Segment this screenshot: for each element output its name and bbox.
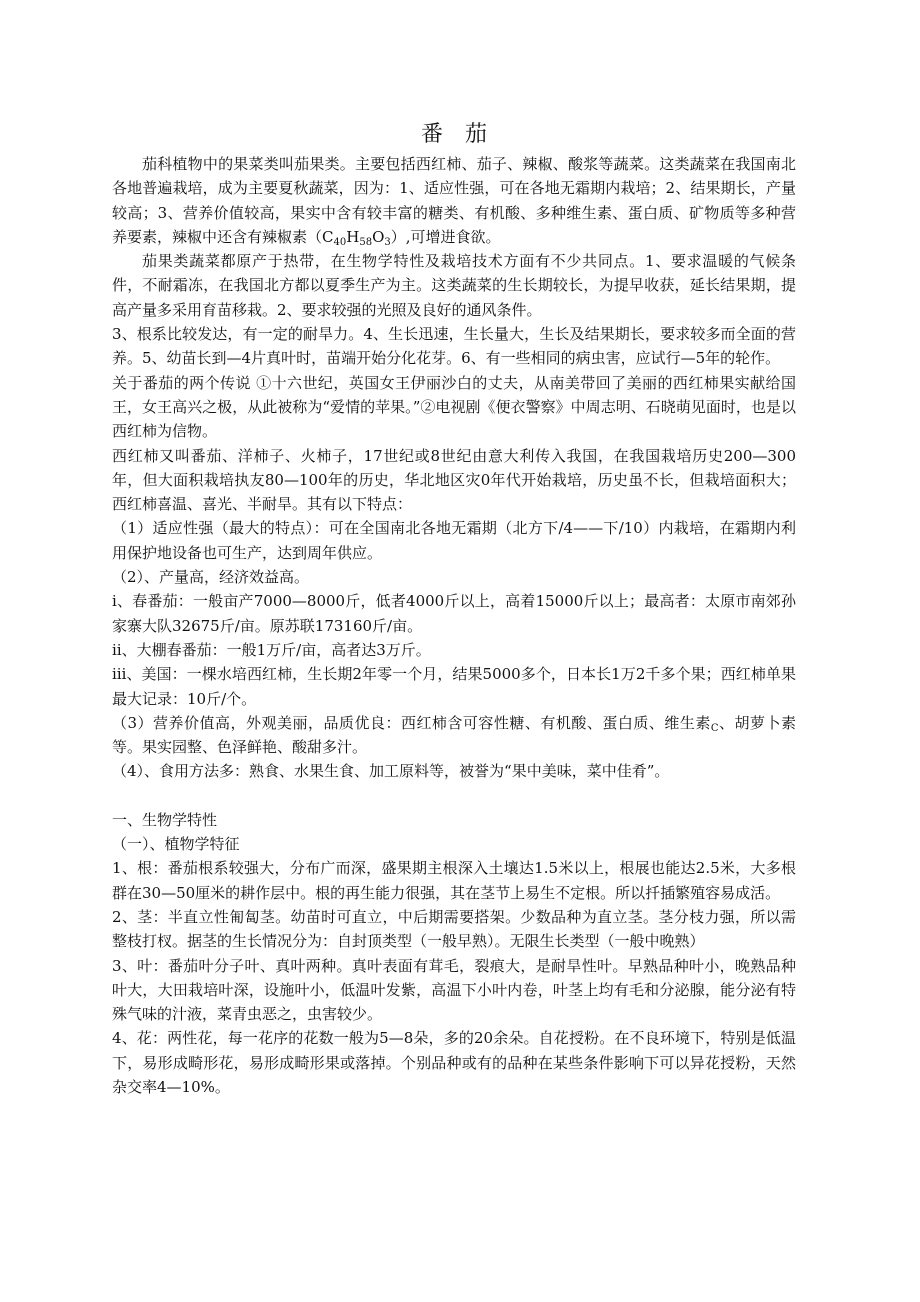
formula-c-count: 40	[333, 236, 347, 248]
legend-paragraph: 关于番茄的两个传说 ①十六世纪，英国女王伊丽沙白的丈夫，从南美带回了美丽的西红柿果实献给国王，女王高兴之极，从此被称为“爱情的苹果。”②电视剧《便衣警察》中周志明、石晓萌见面时，也是以西红柿为信物。	[112, 373, 796, 441]
nutrition-text: （3）营养价值高，外观美丽，品质优良：西红柿含可容性糖、有机酸、蛋白质、维生素	[112, 713, 711, 732]
flower-paragraph: 4、花：两性花，每一花序的花数一般为5—8朵，多的20余朵。自花授粉。在不良环境下，特别是低温下，易形成畸形花，易形成畸形果或落掉。个别品种或有的品种在某些条件影响下可以异花授粉，天然杂交率4—10%。	[112, 1029, 796, 1096]
intro-paragraph	[112, 152, 796, 249]
feature-uses: （4）、食用方法多：熟食、水果生食、加工原料等，被誉为“果中美味，菜中佳肴”。	[112, 762, 670, 781]
history-paragraph: 西红柿又叫番茄、洋柿子、火柿子，17世纪或8世纪由意大利传入我国，在我国栽培历史200—300年，但大面积栽培执友80—100年的历史，华北地区灾0年代开始栽培，历史虽不长，但栽培面积大；西红柿喜温、喜光、半耐旱。其有以下特点：	[112, 446, 796, 514]
yield-usa: ⅲ、美国：一棵水培西红柿，生长期2年零一个月，结果5000多个，日本长1万2千多个果；西红柿单果最大记录：10斤/个。	[112, 665, 796, 708]
feature-adaptability: （1）适应性强（最大的特点）：可在全国南北各地无霜期（北方下/4——下/10）内栽培，在霜期内利用保护地设备也可生产，达到周年供应。	[112, 519, 796, 562]
document-page	[112, 112, 796, 1099]
nutrition-tail: 、胡萝卜素等。果实园整、色泽鲜艳、酸甜多汁。	[112, 713, 796, 757]
yield-spring: ⅰ、春番茄：一般亩产7000—8000斤，低者4000斤以上，高着15000斤以上；最高者：太原市南郊孙家寨大队32675斤/亩。原苏联173160斤/亩。	[112, 592, 796, 635]
section-gap	[112, 784, 796, 808]
root-paragraph: 1、根：番茄根系较强大，分布广而深，盛果期主根深入土壤达1.5米以上，根展也能达2.5米，大多根群在30—50厘米的耕作层中。根的再生能力很强，其在茎节上易生不定根。所以扦插繁殖容易成活。	[112, 859, 796, 902]
formula-h-count: 58	[359, 236, 373, 248]
feature-nutrition	[112, 711, 796, 760]
stem-paragraph: 2、茎：半直立性匍匐茎。幼苗时可直立，中后期需要搭架。少数品种为直立茎。茎分枝力强，所以需整枝打杈。据茎的生长情况分为：自封顶类型（一般早熟）。无限生长类型（一般中晚熟）	[112, 907, 796, 951]
intro-tail: ）,可增进食欲。	[390, 227, 501, 246]
formula-c: C	[322, 227, 334, 246]
leaf-paragraph: 3、叶：番茄叶分子叶、真叶两种。真叶表面有茸毛，裂痕大，是耐旱性叶。早熟品种叶小，晚熟品种叶大，大田栽培叶深，设施叶小，低温叶发紫，高温下小叶内卷，叶茎上均有毛和分泌腺，能分泌有特殊气味的汁液，菜青虫恶之，虫害较少。	[112, 956, 796, 1024]
page-title: 番茄	[420, 122, 509, 147]
vitamin-subscript: C	[710, 722, 719, 734]
formula-h: H	[346, 227, 360, 246]
formula-o: O	[372, 227, 385, 246]
subsection-heading: （一）、植物学特征	[112, 835, 240, 854]
features-paragraph-cont: 3、根系比较发达，有一定的耐旱力。4、生长迅速，生长量大，生长及结果期长，要求较多而全面的营养。5、幼苗长到—4片真叶时，苗端开始分化花芽。6、有一些相同的病虫害，应试行—5年的轮作。	[112, 325, 796, 368]
yield-greenhouse: ⅱ、大棚春番茄：一般1万斤/亩，高者达3万斤。	[112, 640, 431, 659]
intro-text: 茄科植物中的果菜类叫茄果类。主要包括西红柿、茄子、辣椒、酸浆等蔬菜。这类蔬菜在我国南北各地普遍栽培，成为主要夏秋蔬菜，因为：1、适应性强，可在各地无霜期内栽培；2、结果期长，产量较高；3、营养价值较高，果实中含有较丰富的糖类、有机酸、多种维生素、蛋白质、矿物质等多种营养要素，辣椒中还含有辣椒素（	[112, 155, 796, 246]
section-heading: 一、生物学特性	[112, 810, 218, 829]
features-paragraph: 茄果类蔬菜都原产于热带，在生物学特性及栽培技术方面有不少共同点。1、要求温暖的气候条件，不耐霜冻，在我国北方都以夏季生产为主。这类蔬菜的生长期较长，为提早收获，延长结果期，提高产量多采用育苗移栽。2、要求较强的光照及良好的通风条件。	[112, 252, 796, 319]
formula-o-count: 3	[384, 236, 391, 248]
feature-yield: （2）、产量高，经济效益高。	[112, 568, 310, 587]
